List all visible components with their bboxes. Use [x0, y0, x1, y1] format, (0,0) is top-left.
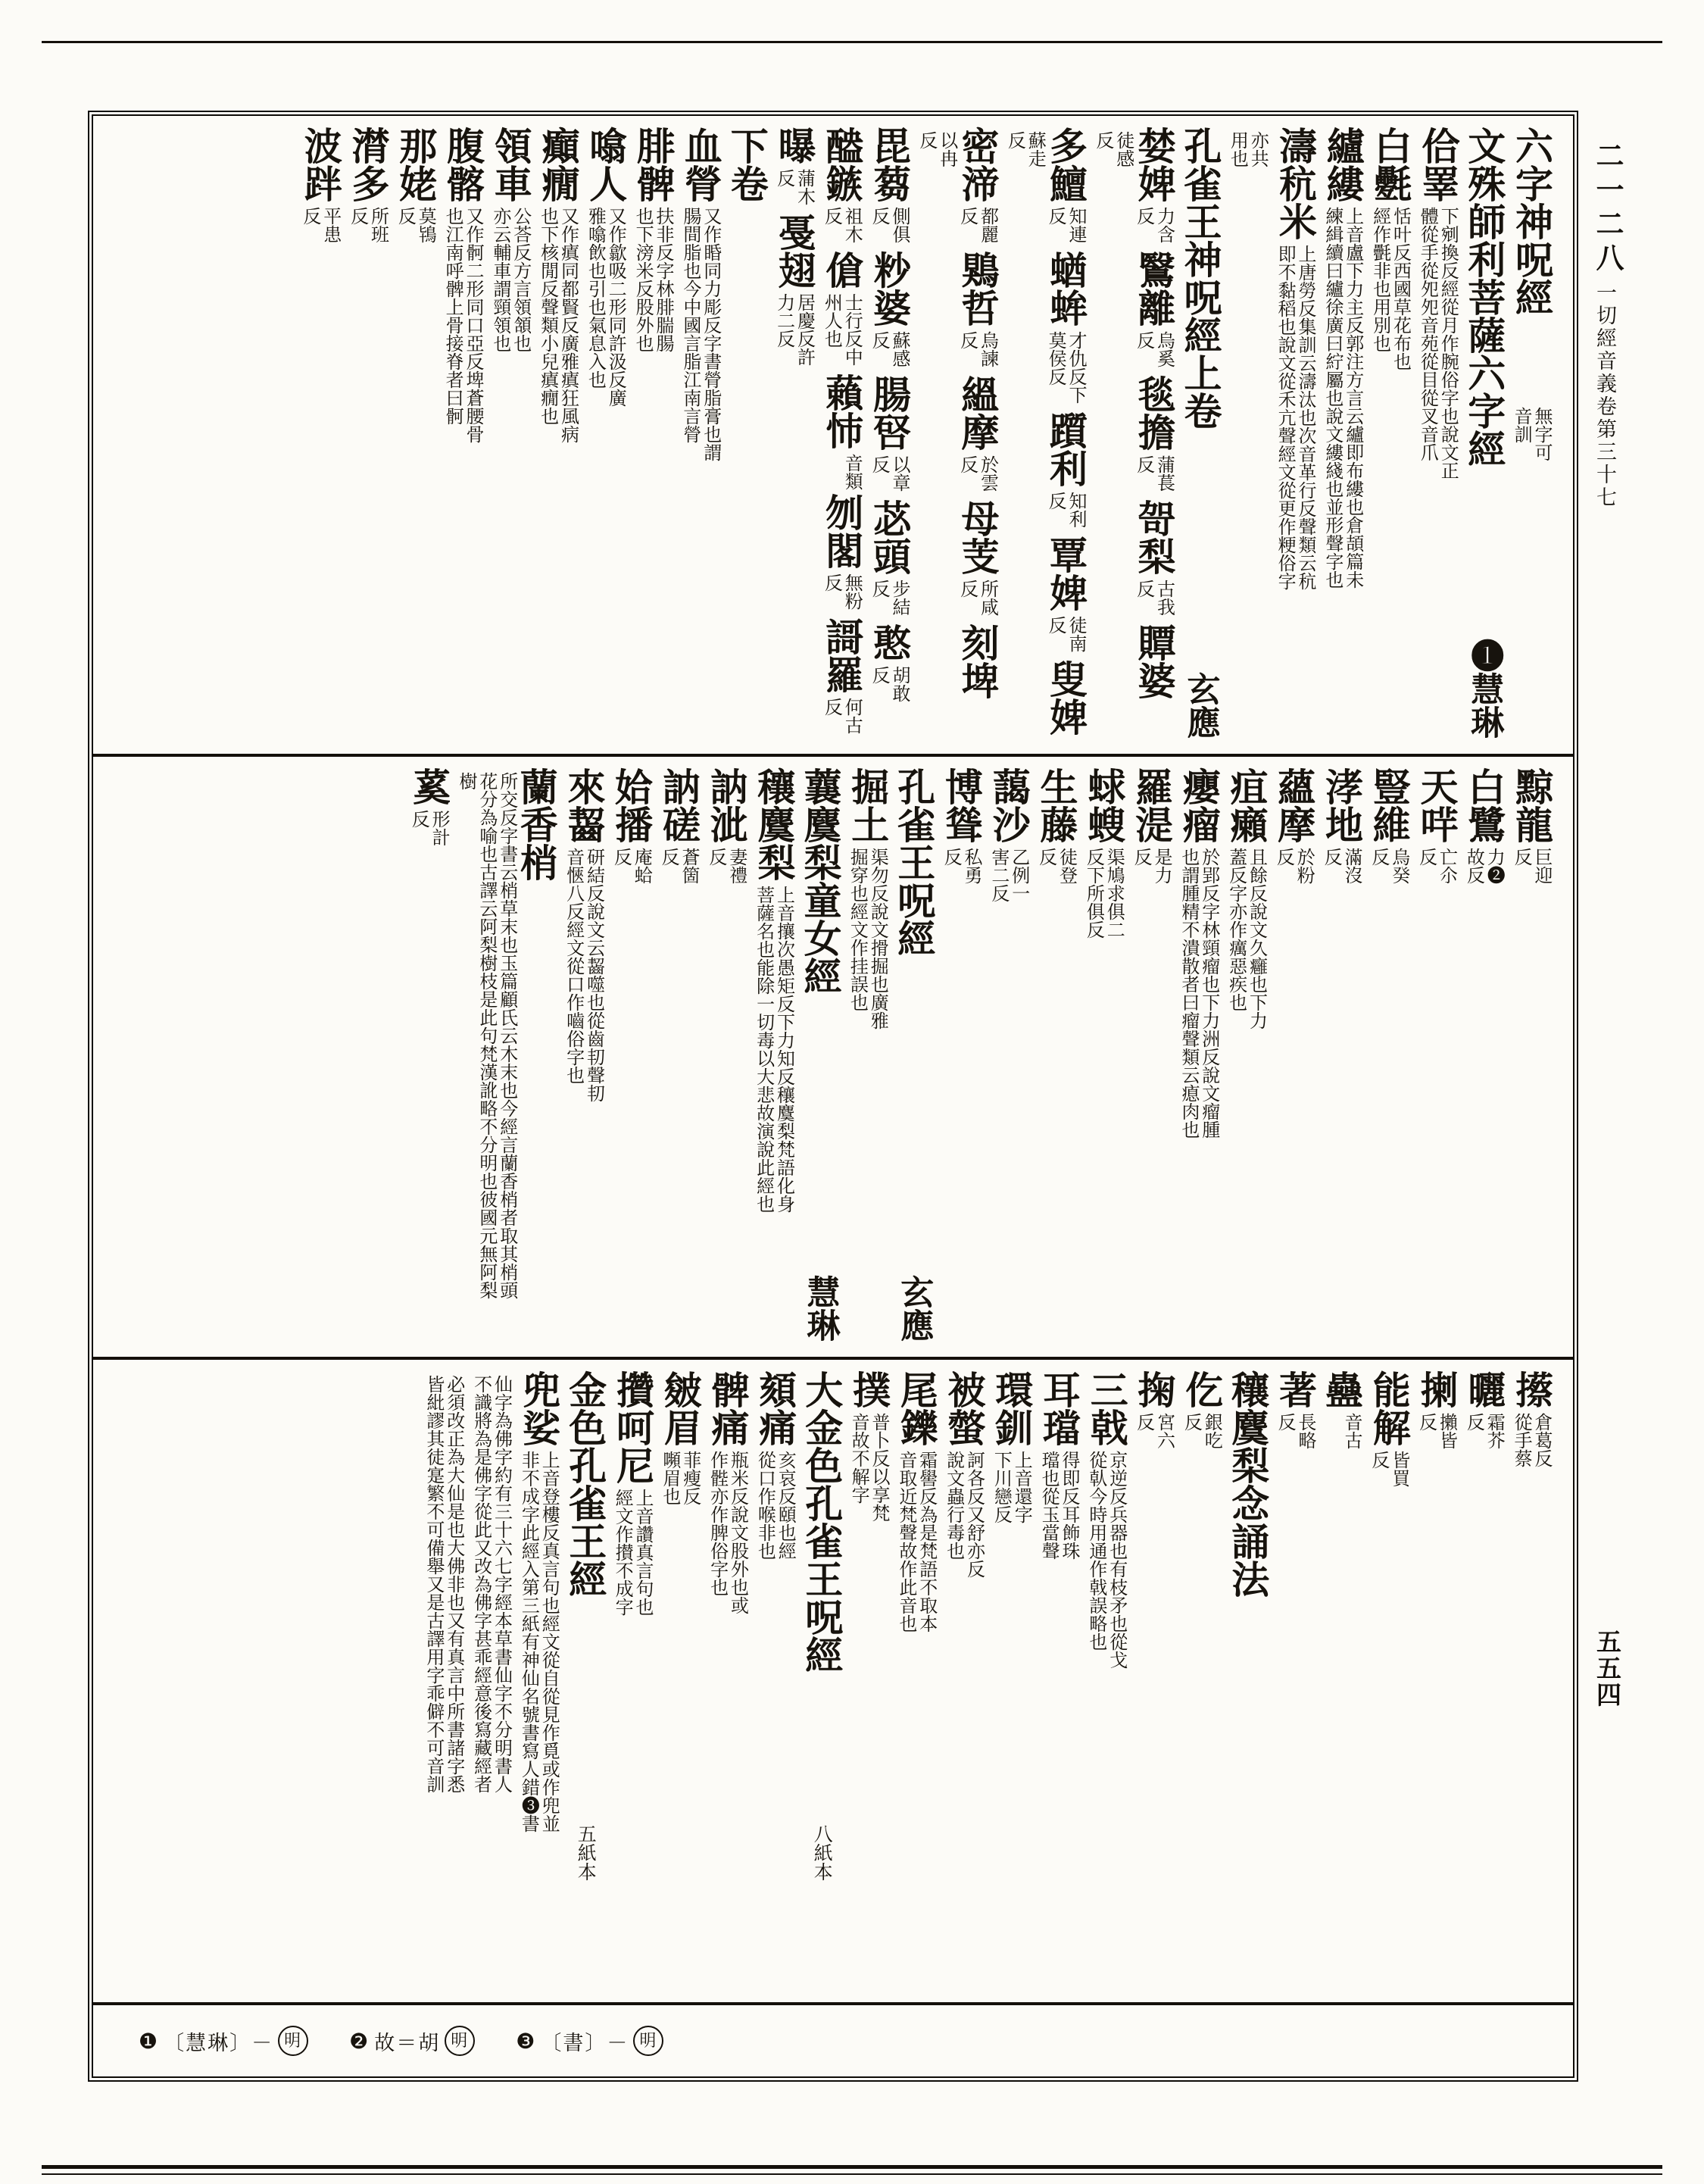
entry-column — [679, 127, 720, 746]
annotation-text: 於郢反字林頸瘤也下力洲反說文瘤腫也謂腫精不潰散者曰瘤聲類云瘜肉也 — [1178, 848, 1219, 1139]
entry-headword: 傖 — [820, 251, 863, 289]
annotation-text: 又作睧同力彫反字書膋脂膏也謂腸間脂也今中國言脂江南言膋 — [679, 207, 720, 461]
entry-column — [1092, 127, 1174, 746]
entry-headword: 來齧 — [562, 767, 605, 843]
register-band-middle — [93, 757, 1573, 1360]
entry-headword: 頦痛 — [754, 1370, 797, 1446]
colophon-signature: 慧琳 — [801, 1275, 839, 1342]
entry-headword: 謌羅 — [820, 617, 863, 693]
entry-column — [707, 1370, 747, 1995]
entry-column — [1322, 127, 1362, 746]
annotation-text: 普卜反以享梵音故不解字 — [848, 1413, 888, 1522]
scripture-title-text: 六字神呪經 — [1510, 127, 1553, 316]
colophon-signature: 五紙本 — [575, 1824, 596, 1881]
entry-headword: 豎維 — [1367, 767, 1410, 843]
entry-column — [1274, 127, 1315, 746]
annotation-text: 士行反中州人也 — [821, 293, 862, 366]
entry-headword: 刎閣 — [820, 493, 863, 569]
entry-headword: 訥磋 — [657, 767, 700, 843]
entry-headword: 白鷺 — [1462, 767, 1506, 843]
entry-headword: 藹沙 — [987, 767, 1030, 843]
entry-headword: 潸多 — [346, 127, 389, 202]
annotation-text: 烏奚反 — [1133, 331, 1174, 367]
annotation-text: 庵蛤反 — [610, 848, 651, 884]
annotation-text: 恬叶反西國草花布也經作㲲非也用別也 — [1369, 207, 1410, 370]
annotation-text: 徒登反 — [1035, 848, 1076, 884]
entry-headword: 兜娑 — [517, 1370, 560, 1446]
entry-headword: 蘭香梢 — [514, 767, 557, 881]
scripture-title-column — [1510, 127, 1551, 746]
colophon-signature: 八紙本 — [811, 1824, 832, 1881]
entry-headword: 黥龍 — [1510, 767, 1553, 843]
entry-headword: 波跘 — [298, 127, 342, 202]
annotation-text: 蘇感反 — [869, 331, 909, 367]
entry-headword: 噏人 — [584, 127, 627, 202]
entry-headword: 藾㤄 — [820, 373, 863, 449]
entry-column — [1463, 767, 1504, 1349]
scripture-title-column — [1228, 1370, 1267, 1995]
entry-headword: 著 — [1274, 1370, 1316, 1408]
entry-column — [1038, 1370, 1078, 1995]
entry-column — [1083, 767, 1124, 1349]
annotation-text: 長略反 — [1275, 1413, 1315, 1449]
annotation-text: 霜嚳反為是梵語不取本音取近梵聲故作此音也 — [895, 1451, 936, 1633]
entry-headword: 生藤 — [1035, 767, 1078, 843]
annotation-text: 倉葛反從手蔡 — [1511, 1413, 1551, 1467]
entry-column — [754, 1370, 795, 1995]
annotation-text: 平患反 — [299, 207, 340, 243]
annotation-text: 上音登樓反真言句也經文從自從見作覓或作兜並非不成字此經入第三紙有神仙名號書寫人錯❸書 — [518, 1451, 559, 1832]
entry-column — [991, 1370, 1031, 1995]
entry-headword: 涍地 — [1320, 767, 1362, 843]
entry-column — [657, 767, 698, 1349]
entry-headword: 血膋 — [679, 127, 722, 202]
entry-headword: 蛷螋 — [1082, 767, 1125, 843]
entry-headword: 被螫 — [942, 1370, 985, 1446]
entry-headword: 那姥 — [394, 127, 437, 202]
entry-column — [1004, 127, 1086, 746]
annotation-text: 形計反 — [408, 810, 449, 846]
entry-column — [1274, 1370, 1315, 1995]
entry-column — [518, 1370, 559, 1995]
page-top-rule — [42, 41, 1662, 43]
entry-column — [1510, 767, 1551, 1349]
entry-column — [1181, 1370, 1222, 1995]
annotation-text: 祖木反 — [821, 207, 862, 243]
annotation-text: 力含反 — [1133, 207, 1174, 243]
annotation-text: 銀吃反 — [1181, 1413, 1222, 1449]
entry-column — [1322, 1370, 1361, 1995]
entry-headword: 蝤蛑 — [1044, 251, 1087, 327]
text-frame — [88, 111, 1578, 2082]
annotation-text: 音古 — [1341, 1413, 1361, 1449]
entry-headword: 密渧 — [956, 127, 999, 202]
apparatus-footnotes — [93, 2005, 1573, 2076]
entry-headword: 贉婆 — [1132, 623, 1175, 699]
entry-headword: 醠鏃 — [820, 127, 863, 202]
entry-column — [632, 127, 673, 746]
scripture-title-column — [1462, 127, 1506, 746]
annotation-text: 必須改正為大仙是也大佛非也又有真言中所書諸字悉皆紕謬其徒寔繁不可備舉又是古譯用字乖僻不可音訓 — [423, 1375, 463, 1793]
annotation-text: 又作歙吸二形同許汲反廣雅噏飲也引也氣息入也 — [585, 207, 626, 407]
entry-column — [895, 1370, 936, 1995]
entry-column — [659, 1370, 700, 1995]
entry-column — [1415, 767, 1456, 1349]
colophon-signature: 玄應 — [895, 1275, 933, 1342]
entry-column — [610, 767, 651, 1349]
annotation-text: 得即反耳飾珠璫也從玉當聲 — [1038, 1451, 1078, 1560]
apparatus-footnote — [516, 2026, 663, 2056]
annotation-text: 上音讚真言句也經文作攅不成字 — [612, 1489, 652, 1616]
entry-column — [940, 767, 981, 1349]
annotation-text: 公荅反方言領頷也亦云輔車謂頸領也 — [489, 207, 530, 352]
entry-column — [1035, 767, 1076, 1349]
annotation-text: 瓶米反說文股外也或作䯗亦作脾俗字也 — [707, 1451, 747, 1614]
annotation-text: 所咸反 — [957, 580, 997, 616]
annotation-text: 知利反 — [1045, 492, 1085, 528]
footnote-text: 〔書〕－ — [541, 2031, 629, 2054]
register-band-top — [93, 116, 1573, 757]
apparatus-footnote — [349, 2026, 475, 2056]
annotation-text: 渠勿反說文搰掘也廣雅掘穿也經文作挂誤也 — [847, 848, 888, 1030]
annotation-text: 蘇走反 — [1004, 131, 1045, 167]
annotation-text: 巨迎反 — [1511, 848, 1551, 884]
entry-column — [1417, 127, 1458, 746]
annotation-text: 宮六反 — [1133, 1413, 1174, 1449]
entry-headword: 母芰 — [956, 499, 999, 575]
entry-column — [1130, 767, 1171, 1349]
entry-headword: 姶播 — [610, 767, 653, 843]
entry-headword: 掬 — [1132, 1370, 1175, 1408]
entry-headword: 躓利 — [1044, 411, 1087, 487]
entry-headword: 苾頭 — [868, 499, 910, 575]
entry-headword: 疽癩 — [1225, 767, 1268, 843]
entry-headword: 刻埤 — [956, 623, 999, 699]
annotation-text: 烏諫反 — [957, 331, 997, 367]
annotation-text: 上音盧下力主反郭注方言云纑即布縷也倉頡篇未練緝續曰纑徐廣曰紵屬也說文縷綫也並形聲字也 — [1322, 207, 1362, 589]
entry-headword: 皴眉 — [658, 1370, 701, 1446]
entry-headword: 蒵 — [407, 767, 451, 805]
entry-column — [489, 127, 530, 746]
margin-volume-title: 一切經音義卷第三十七 — [1593, 282, 1616, 509]
entry-headword: 縕摩 — [956, 375, 999, 451]
entry-headword: 攢呵尼 — [611, 1370, 654, 1484]
edition-badge: 明 — [445, 2026, 475, 2056]
entry-headword: 叟婢 — [1044, 660, 1087, 736]
entry-headword: 羅湜 — [1130, 767, 1172, 843]
entry-headword: 婪婢 — [1132, 127, 1175, 202]
entry-column — [537, 127, 578, 746]
entry-headword: 粆婆 — [868, 251, 910, 327]
entry-headword: 環釧 — [990, 1370, 1033, 1446]
margin-text-number: 二一二八 — [1591, 141, 1622, 277]
scripture-title-text: 下卷 — [725, 127, 768, 202]
annotation-text: 古我反 — [1133, 580, 1174, 616]
scripture-title-text: 孔雀王神呪經上卷 — [1178, 127, 1222, 430]
edition-badge: 明 — [278, 2026, 308, 2056]
scripture-title-column — [563, 1370, 607, 1995]
entry-column — [1415, 1370, 1456, 1995]
annotation-text: 蒲萇反 — [1133, 455, 1174, 492]
annotation-text: 步結反 — [869, 580, 909, 616]
annotation-text: 且餘反說文久癰也下力蓋反字亦作癘惡疾也 — [1225, 848, 1266, 1030]
scripture-title-text: 穰麌梨念誦法 — [1226, 1370, 1269, 1598]
entry-column — [821, 127, 862, 746]
entry-headword: 覃婢 — [1044, 536, 1087, 611]
annotation-text: 亦共用也 — [1227, 131, 1268, 167]
annotation-text: 音類 — [841, 454, 862, 490]
entry-headword: 哿梨 — [1132, 499, 1175, 575]
footnote-marker-icon: ❷ — [349, 2028, 370, 2054]
annotation-text: 以冉反 — [916, 131, 957, 167]
annotation-text: 渠鳩求俱二反下所俱反 — [1083, 848, 1124, 939]
annotation-text: 以章反 — [869, 455, 909, 492]
entry-headword: 多鱣 — [1044, 127, 1087, 202]
entry-headword: 攃 — [1510, 1370, 1553, 1408]
note-column — [423, 1370, 463, 1995]
entry-headword: 天哶 — [1415, 767, 1458, 843]
annotation-text: 亡尒反 — [1415, 848, 1456, 884]
annotation-text: 下剜換反經從月作腕俗字也說文正體從手從夗夗音苑從目從叉音爪 — [1417, 207, 1458, 480]
footnote-marker-icon: ❸ — [516, 2028, 537, 2054]
annotation-text: 居慶反許力二反 — [773, 293, 814, 366]
annotation-text: 妻禮反 — [705, 848, 746, 884]
entry-column — [611, 1370, 652, 1995]
scripture-title-column — [798, 767, 841, 1349]
entry-column — [916, 127, 997, 746]
entry-headword: 三戟 — [1085, 1370, 1128, 1446]
annotation-text: 知連反 — [1045, 207, 1085, 243]
entry-headword: 撲 — [847, 1370, 890, 1408]
page-bottom-rule — [42, 2165, 1662, 2175]
annotation-text: 滿沒反 — [1321, 848, 1361, 884]
annotation-text: 無字可音訓 — [1511, 407, 1551, 461]
entry-column — [407, 767, 451, 1349]
entry-headword: 白氎 — [1369, 127, 1412, 202]
entry-headword: 穰麌梨 — [752, 767, 795, 881]
annotation-text: 所班反 — [347, 207, 388, 243]
entry-column — [1085, 1370, 1126, 1995]
scripture-title-text: 大金色孔雀王呪經 — [800, 1370, 843, 1673]
annotation-text: 側俱反 — [869, 207, 909, 243]
entry-column — [988, 767, 1028, 1349]
entry-headword: 仡 — [1180, 1370, 1223, 1408]
entry-column — [1273, 767, 1314, 1349]
note-column — [470, 1370, 511, 1995]
annotation-text: 才仇反下莫侯反 — [1045, 331, 1085, 404]
annotation-text: 上唐勞反集訓云濤汰也次音革行反聲類云秔即不黏稻也說文從禾亢聲經文從更作粳俗字 — [1275, 245, 1315, 590]
entry-column — [847, 1370, 888, 1995]
entry-headword: 訥泚 — [704, 767, 747, 843]
entry-headword: 鷖離 — [1132, 251, 1175, 327]
entry-column — [1178, 767, 1219, 1349]
entry-column — [1225, 767, 1266, 1349]
entry-headword: 蠱 — [1320, 1370, 1362, 1408]
entry-column — [868, 127, 909, 746]
entry-headword: 髀痛 — [706, 1370, 749, 1446]
footnote-marker-icon: ❶ — [139, 2028, 160, 2054]
entry-headword: 腹髂 — [442, 127, 484, 202]
footnote-text: 〔慧琳〕－ — [164, 2031, 274, 2054]
annotation-text: 力❷故反 — [1463, 848, 1504, 884]
entry-column — [1369, 127, 1410, 746]
annotation-text: 烏癸反 — [1368, 848, 1409, 884]
entry-column — [442, 127, 482, 746]
scripture-title-column — [894, 767, 933, 1349]
annotation-text: 於雲反 — [957, 455, 997, 492]
annotation-text: 蒲木反 — [773, 169, 814, 205]
entry-headword: 博聳 — [940, 767, 982, 843]
entry-column — [773, 127, 814, 746]
annotation-text: 上音還字下川戀反 — [991, 1451, 1031, 1523]
annotation-text: 何古反 — [821, 698, 862, 734]
entry-column — [1463, 1370, 1504, 1995]
annotation-text: 莫鴇反 — [395, 207, 435, 243]
entry-headword: 癭瘤 — [1177, 767, 1220, 843]
entry-column — [299, 127, 340, 746]
entry-column — [847, 767, 888, 1349]
entry-headword: 憨 — [868, 623, 910, 661]
entry-headword: 耳璫 — [1038, 1370, 1080, 1446]
entry-column — [1320, 767, 1361, 1349]
annotation-text: 仙字為佛字約有三十六七字經本草書仙字不分明書人不識將為是佛字從此又改為佛字甚乖經意後寫藏經者 — [470, 1375, 511, 1793]
scripture-title-text: 金色孔雀王經 — [563, 1370, 607, 1598]
colophon-signature: 玄應 — [1181, 672, 1219, 739]
annotation-text: 亥哀反頤也經從口作喉非也 — [754, 1451, 795, 1560]
entry-headword: 毘蒭 — [868, 127, 910, 202]
entry-column — [395, 127, 435, 746]
entry-headword: 毯擔 — [1132, 375, 1175, 451]
annotation-text: 都麗反 — [957, 207, 997, 243]
entry-headword: 尾鑠 — [894, 1370, 938, 1446]
annotation-text: 徒感反 — [1092, 131, 1133, 167]
scripture-title-column — [727, 127, 766, 746]
footnote-text: 故＝胡 — [374, 2031, 441, 2054]
annotation-text: 研結反說文云齧噬也從齒㓞聲㓞音愜八反經文從口作嚙俗字也 — [563, 848, 604, 1102]
entry-column — [563, 767, 604, 1349]
annotation-text: 菲瘦反嚬眉也 — [659, 1451, 700, 1505]
entry-headword: 濤秔米 — [1274, 127, 1316, 240]
margin-page-number: 五五四 — [1593, 1629, 1620, 1708]
note-column — [1227, 127, 1268, 746]
entry-column — [455, 767, 556, 1349]
annotation-text: 又作䯊二形同口亞反埤蒼腰骨也江南呼髀上骨接脊者曰䯊 — [442, 207, 482, 443]
entry-headword: 揦 — [1415, 1370, 1458, 1408]
annotation-text: 蒼箇反 — [658, 848, 698, 884]
entry-column — [943, 1370, 984, 1995]
annotation-text: 又作瘨同都賢反廣雅瘨狂風病也下核閒反聲類小兒瘨癇也 — [537, 207, 578, 443]
annotation-text: 上音攘次愚矩反下力知反穰麌梨梵語化身菩薩名也能除一切毒以大悲故演說此經也 — [753, 886, 794, 1213]
entry-headword: 佮睪 — [1416, 127, 1459, 202]
annotation-text: 徒南反 — [1045, 616, 1085, 652]
entry-column — [1133, 1370, 1174, 1995]
entry-headword: 腓髀 — [632, 127, 674, 202]
scripture-title-text: 孔雀王呪經 — [892, 767, 935, 957]
entry-headword: 纑縷 — [1321, 127, 1364, 202]
annotation-text: 皆買反 — [1368, 1451, 1409, 1487]
register-band-bottom — [93, 1360, 1573, 2005]
entry-headword: 能解 — [1367, 1370, 1410, 1446]
annotation-text: 霜芥反 — [1463, 1413, 1504, 1449]
annotation-text: 攋皆反 — [1415, 1413, 1456, 1449]
entry-headword: 腸唘 — [868, 375, 910, 451]
entry-headword: 曬 — [1462, 1370, 1506, 1408]
entry-column — [705, 767, 746, 1349]
entry-headword: 戞翅 — [772, 213, 816, 289]
annotation-text: 胡敢反 — [869, 666, 909, 702]
scripture-title-text: 蘘麌梨童女經 — [798, 767, 841, 995]
entry-column — [1368, 1370, 1409, 1995]
annotation-text: 京逆反兵器也有枝矛也從戈從倝今時用通作戟誤略也 — [1085, 1451, 1126, 1669]
annotation-text: 所交反字書云梢草末也玉篇顧氏云木末也今經言蘭香梢者取其梢頭花分為喻也古譯云阿梨樹枝是此句梵漢訛略不分明也彼國元無阿梨樹 — [456, 772, 517, 1299]
scripture-title-text: 文殊師利菩薩六字經 — [1462, 127, 1506, 467]
entry-column — [1368, 767, 1409, 1349]
annotation-text: 扶非反字林腓腨腸也下滂米反股外也 — [632, 207, 673, 352]
entry-column — [753, 767, 794, 1349]
annotation-text: 於粉反 — [1273, 848, 1314, 884]
annotation-text: 私勇反 — [941, 848, 981, 884]
entry-headword: 癲癇 — [536, 127, 579, 202]
entry-headword: 領車 — [488, 127, 532, 202]
annotation-text: 乙例一害二反 — [988, 848, 1028, 902]
entry-column — [585, 127, 626, 746]
edition-badge: 明 — [633, 2026, 663, 2056]
entry-column — [1510, 1370, 1551, 1995]
annotation-text: 是力反 — [1131, 848, 1171, 884]
entry-headword: 曝 — [772, 127, 816, 164]
annotation-text: 訶各反又舒亦反說文蟲行毒也 — [943, 1451, 984, 1578]
entry-column — [347, 127, 388, 746]
scripture-title-column — [801, 1370, 841, 1995]
colophon-signature: ❶慧琳 — [1465, 639, 1503, 739]
entry-headword: 蘊摩 — [1272, 767, 1315, 843]
apparatus-footnote — [139, 2026, 308, 2056]
entry-headword: 鶪哲 — [956, 251, 999, 327]
scripture-title-column — [1178, 127, 1222, 746]
annotation-text: 無粉反 — [821, 573, 862, 610]
entry-headword: 掘土 — [846, 767, 889, 843]
